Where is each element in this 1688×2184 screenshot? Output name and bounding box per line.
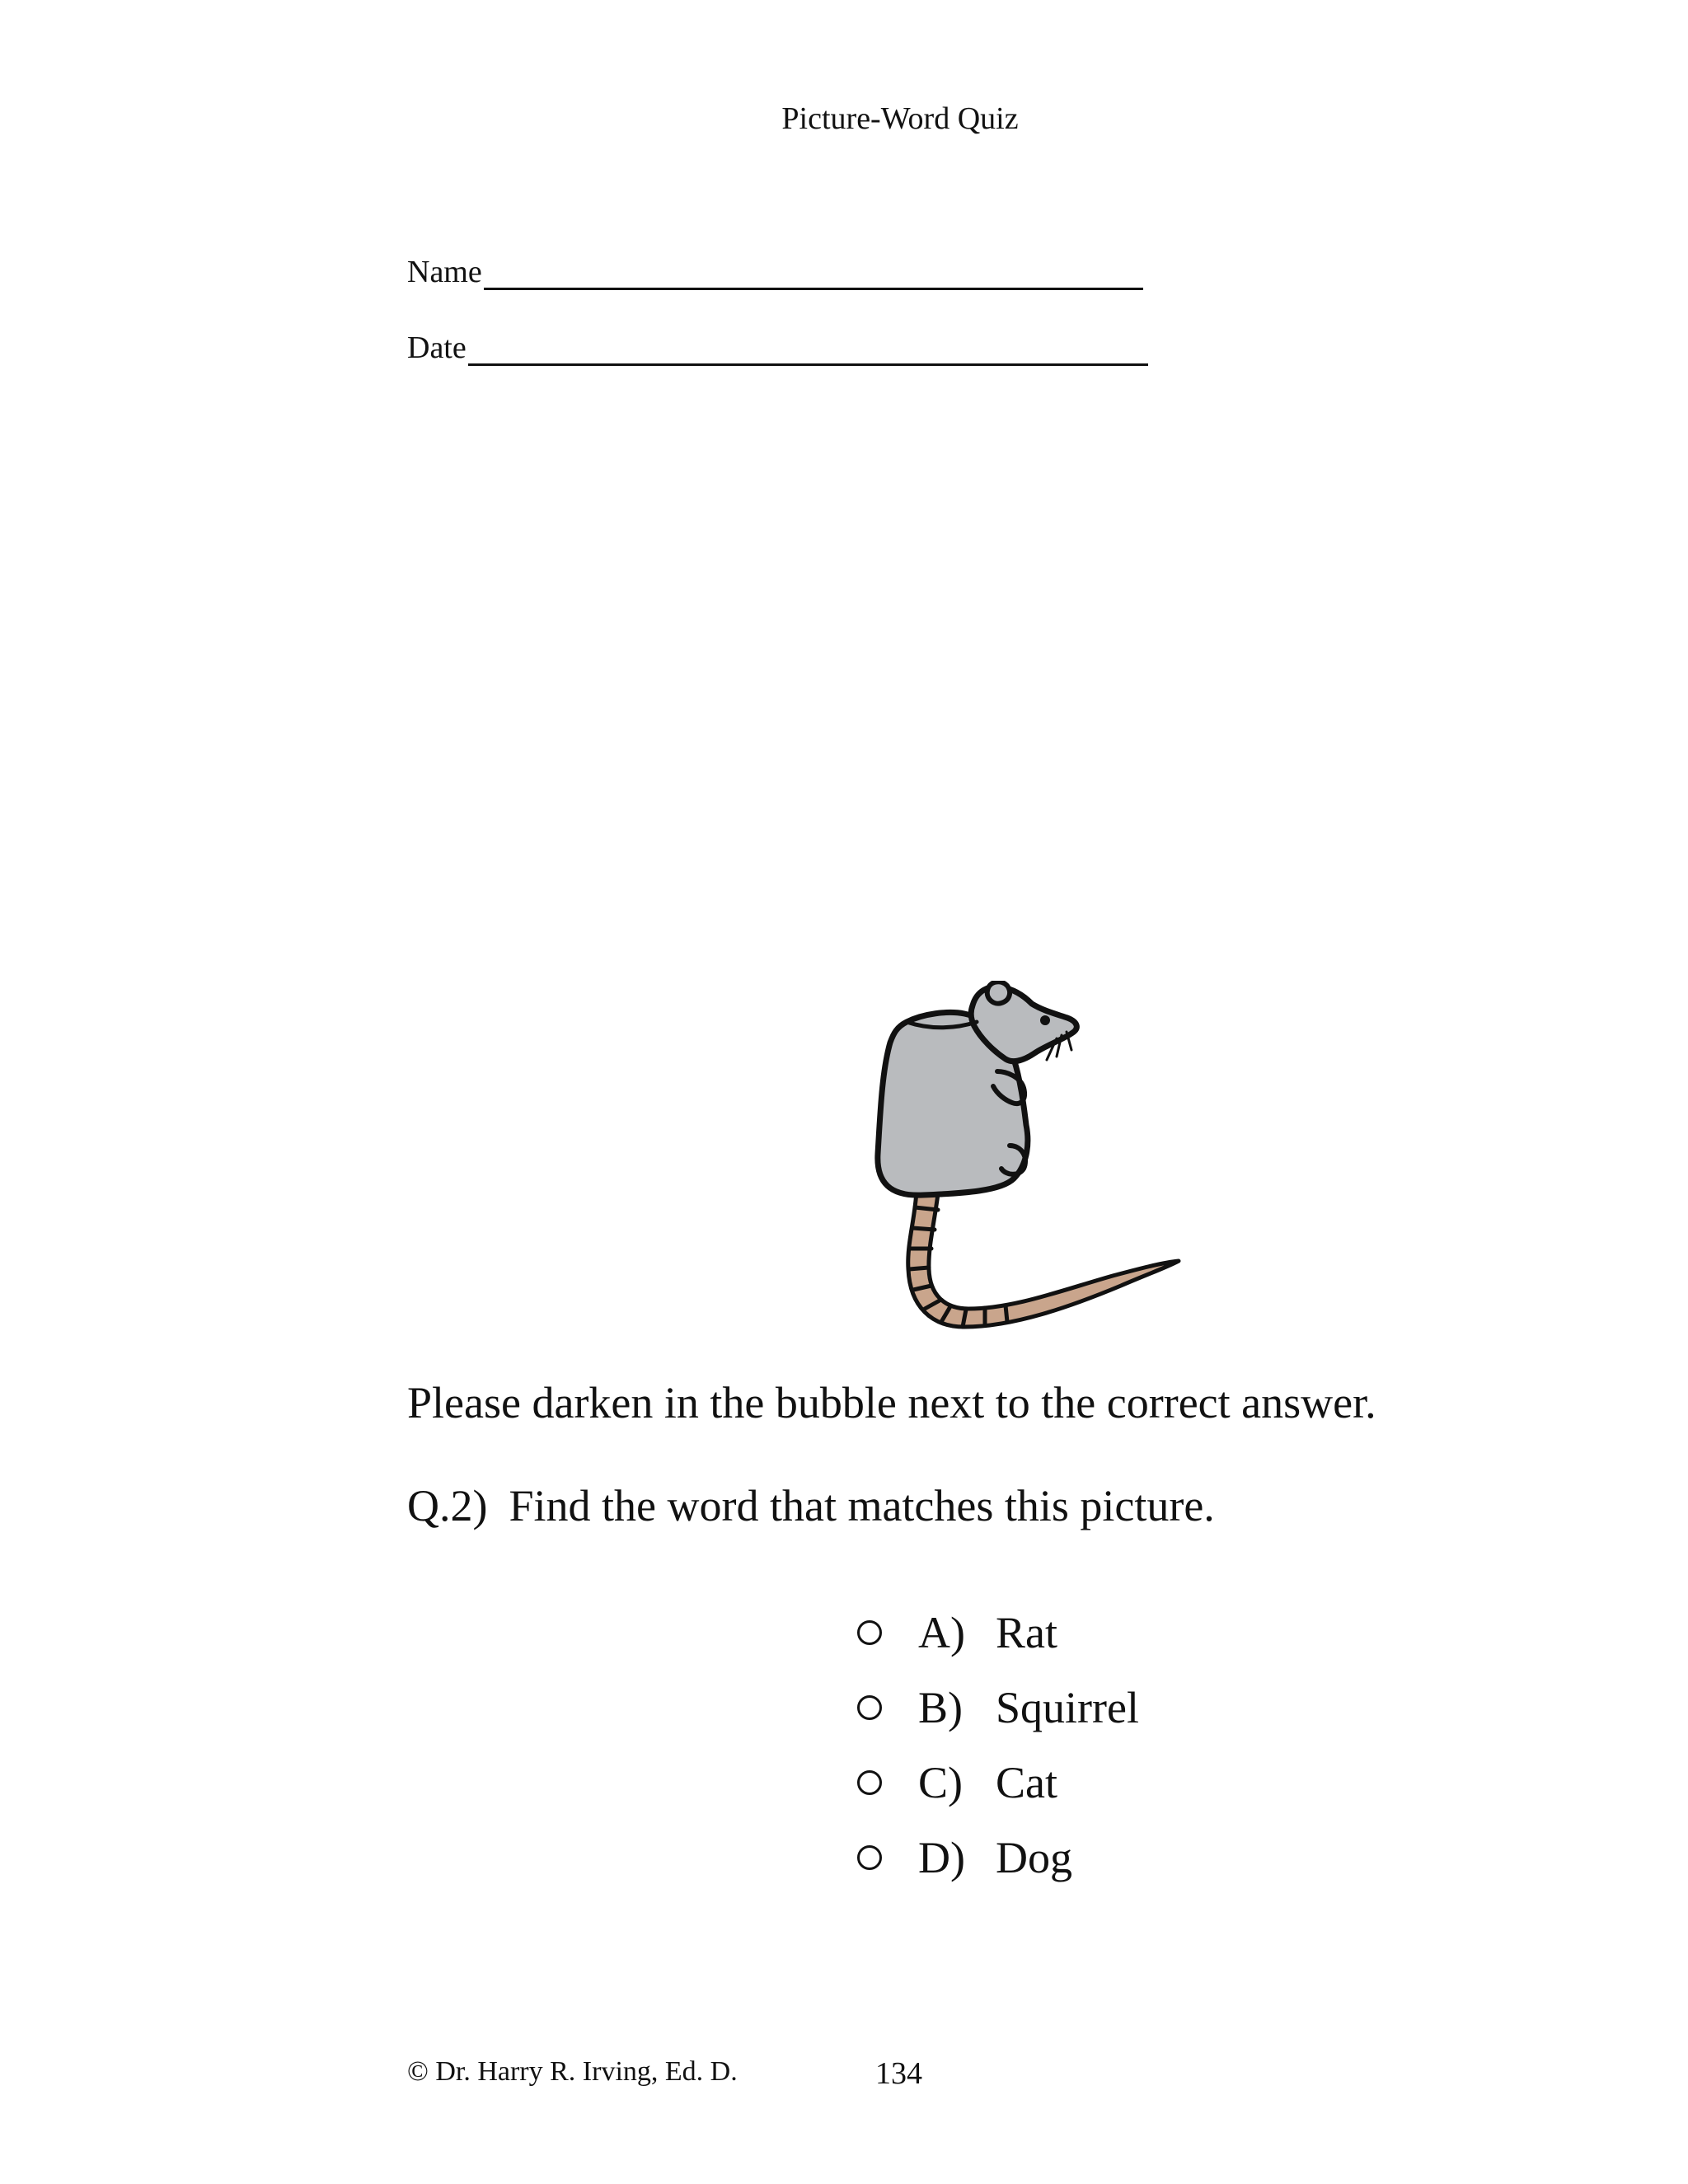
choice-a[interactable] [857, 1595, 1352, 1670]
date-label: Date [407, 330, 467, 365]
name-field[interactable] [407, 252, 1143, 290]
question [407, 1479, 1215, 1532]
choice-d[interactable] [857, 1820, 1352, 1895]
choice-word: Cat [996, 1757, 1057, 1807]
answer-bubble[interactable] [857, 1770, 882, 1795]
choice-c[interactable] [857, 1745, 1352, 1820]
answer-bubble[interactable] [857, 1620, 882, 1645]
instruction-text: Please darken in the bubble next to the correct answer. [407, 1378, 1376, 1427]
page-number: 134 [875, 2056, 922, 2091]
choice-word: Squirrel [996, 1682, 1139, 1732]
answer-bubble[interactable] [857, 1845, 882, 1870]
choice-letter: D) [918, 1832, 965, 1882]
rat-eye [1040, 1015, 1050, 1025]
choice-letter: B) [918, 1682, 963, 1732]
question-text: Find the word that matches this picture. [509, 1481, 1215, 1530]
page-title: Picture-Word Quiz [781, 101, 1019, 136]
choice-word: Dog [996, 1832, 1072, 1882]
rat-ear [987, 982, 1010, 1003]
name-label: Name [407, 255, 482, 289]
name-blank-line[interactable] [484, 255, 1143, 290]
footer-copyright: © Dr. Harry R. Irving, Ed. D. [407, 2056, 738, 2087]
answer-choices [857, 1595, 1352, 1895]
choice-word: Rat [996, 1607, 1057, 1657]
choice-b[interactable] [857, 1670, 1352, 1745]
date-blank-line[interactable] [468, 330, 1148, 366]
choice-letter: C) [918, 1757, 963, 1807]
choice-letter: A) [918, 1607, 965, 1657]
question-number: Q.2) [407, 1481, 488, 1530]
rat-icon [874, 981, 1187, 1343]
answer-bubble[interactable] [857, 1695, 882, 1720]
date-field[interactable] [407, 328, 1148, 366]
